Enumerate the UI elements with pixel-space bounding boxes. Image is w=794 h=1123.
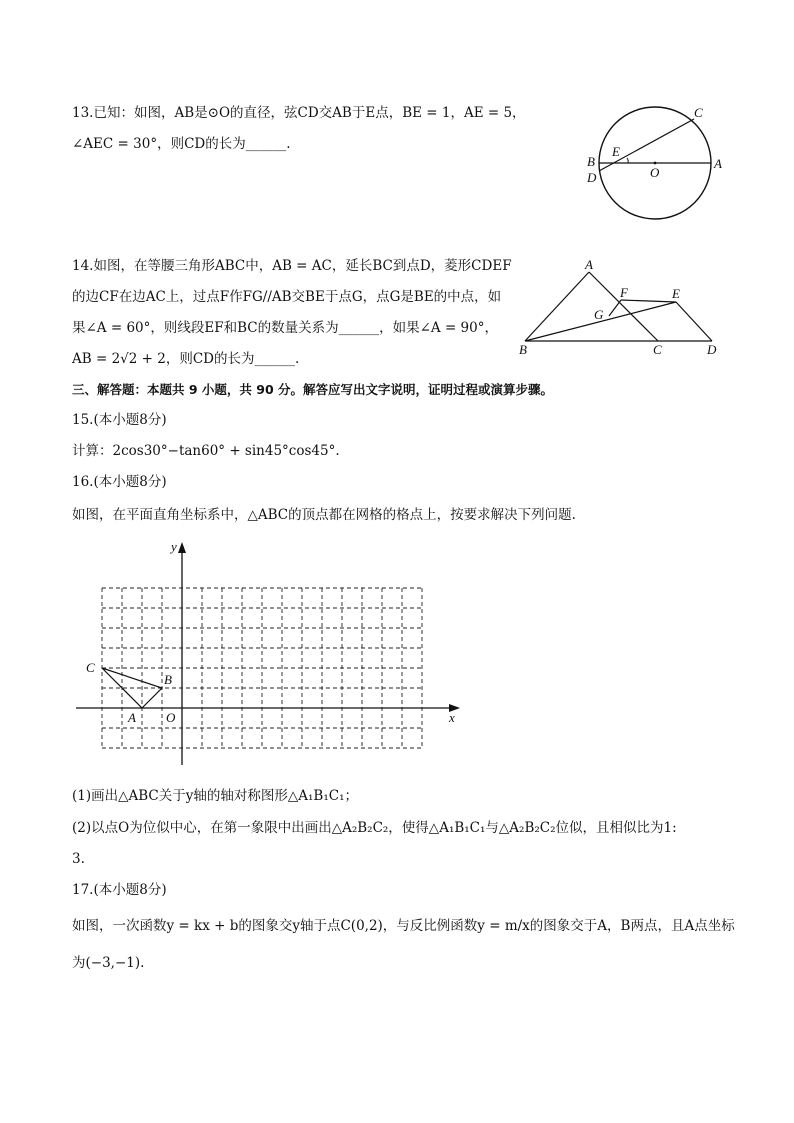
seg-fe bbox=[621, 300, 676, 302]
q17-title: 17.(本小题8分) bbox=[72, 882, 167, 898]
label-d: D bbox=[587, 170, 597, 185]
q17-body2: 为(−3,−1). bbox=[72, 955, 145, 971]
label-d: D bbox=[707, 342, 717, 357]
seg-ab bbox=[525, 272, 589, 341]
q13-line1: 13.已知：如图，AB是⊙O的直径，弦CD交AB于E点，BE = 1，AE = 5， bbox=[72, 105, 526, 121]
q13-circle-figure bbox=[575, 100, 735, 225]
grid-lines bbox=[102, 588, 422, 748]
label-b: B bbox=[519, 342, 527, 357]
q15-title: 15.(本小题8分) bbox=[72, 412, 167, 428]
q16-coordinate-grid bbox=[70, 535, 465, 770]
seg-fg bbox=[609, 300, 621, 316]
q16-part2: (2)以点O为位似中心，在第一象限中出画出△A₂B₂C₂，使得△A₁B₁C₁与△A₂B₂C₂位似，且相似比为1: bbox=[72, 820, 677, 836]
label-y: y bbox=[171, 539, 177, 554]
label-g: G bbox=[594, 307, 604, 322]
label-c: C bbox=[86, 660, 95, 675]
q15-body: 计算：2cos30°−tan60° + sin45°cos45°. bbox=[72, 443, 340, 459]
q17-body1: 如图，一次函数y = kx + b的图象交y轴于点C(0,2)，与反比例函数y = m/x的图象交于A，B两点，且A点坐标 bbox=[72, 918, 735, 934]
y-axis-arrow bbox=[178, 542, 186, 553]
label-o: O bbox=[166, 710, 176, 725]
label-c: C bbox=[694, 105, 703, 120]
label-e: E bbox=[672, 286, 680, 301]
section-heading: 三、解答题：本题共 9 小题，共 90 分。解答应写出文字说明，证明过程或演算步骤。 bbox=[72, 382, 554, 397]
q16-part2b: 3. bbox=[72, 851, 85, 867]
q13-line2: ∠AEC = 30°，则CD的长为______. bbox=[72, 136, 291, 152]
q14-line2: 的边CF在边AC上，过点F作FG//AB交BE于点G，点G是BE的中点，如 bbox=[72, 289, 502, 305]
label-e: E bbox=[612, 144, 620, 159]
label-c: C bbox=[653, 342, 662, 357]
q14-triangle-figure bbox=[512, 255, 727, 360]
seg-ed bbox=[676, 302, 712, 341]
label-a: A bbox=[128, 710, 136, 725]
angle-arc-e bbox=[627, 158, 628, 163]
center-point-o bbox=[654, 162, 657, 165]
label-f: F bbox=[620, 285, 628, 300]
label-b: B bbox=[164, 672, 172, 687]
q16-title: 16.(本小题8分) bbox=[72, 474, 167, 490]
q14-line1: 14.如图，在等腰三角形ABC中，AB = AC，延长BC到点D，菱形CDEF bbox=[72, 258, 512, 274]
label-a: A bbox=[714, 156, 722, 171]
q16-body: 如图，在平面直角坐标系中，△ABC的顶点都在网格的格点上，按要求解决下列问题. bbox=[72, 507, 576, 523]
q14-line3: 果∠A = 60°，则线段EF和BC的数量关系为______，如果∠A = 90°， bbox=[72, 320, 498, 336]
label-b: B bbox=[587, 154, 595, 169]
label-x: x bbox=[449, 710, 455, 725]
label-a: A bbox=[585, 257, 593, 272]
q16-part1: (1)画出△ABC关于y轴的轴对称图形△A₁B₁C₁； bbox=[72, 788, 358, 804]
q14-line4: AB = 2√2 + 2，则CD的长为______. bbox=[72, 351, 300, 367]
label-o: O bbox=[650, 165, 660, 180]
